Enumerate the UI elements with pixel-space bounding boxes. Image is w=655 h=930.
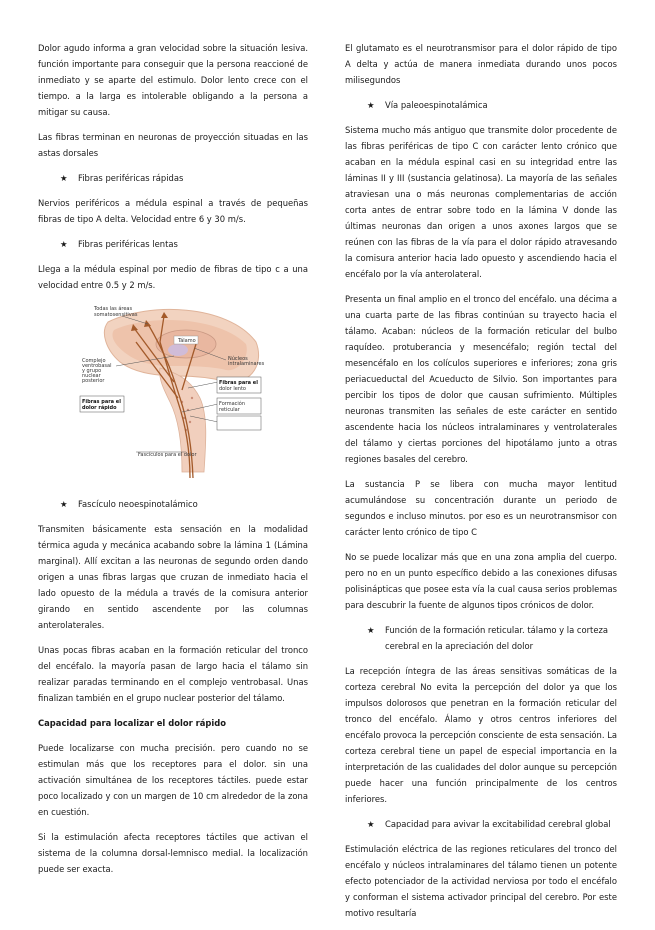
pain-pathway-figure — [78, 302, 268, 482]
paragraph: Transmiten básicamente esta sensación en la modalidad térmica aguda y mecánica acabando sobre la lámina 1 (Lámina marginal). Allí excitan a las neuronas de segundo orden dando origen a unas fibras largas que cruzan de inmediato hacia el lado opuesto de la médula a través de la comisura anterior girando en sentido ascendente por las columnas anterolaterales. — [38, 524, 308, 630]
figure-label: dolor rápido — [82, 405, 117, 411]
figure-label: dolor lento — [219, 386, 246, 392]
brain-diagram — [78, 302, 268, 482]
paragraph: El glutamato es el neurotransmisor para el dolor rápido de tipo A delta y actúa de manera inmediata durando unos pocos milisegundos — [345, 43, 617, 85]
figure-label: Fibras para el — [82, 399, 121, 405]
section-heading: Capacidad para localizar el dolor rápido — [38, 718, 227, 728]
figure-label: reticular — [219, 407, 240, 413]
figure-label: intralaminares — [228, 361, 265, 367]
paragraph: La recepción íntegra de las áreas sensitivas somáticas de la corteza cerebral No evita la percepción del dolor ya que los impulsos dolorosos que penetran en la formación reticular del tronco del encéfalo. Álamo y otros centros inferiores del encéfalo provoca la percepción consciente de esta sensación. La corteza cerebral tiene un papel de especial importancia en la interpretación de las cualidades del dolor aunque su percepción puede hacer una función principalmente de los centros inferiores. — [345, 666, 617, 804]
bullet-item — [38, 496, 308, 512]
paragraph: Si la estimulación afecta receptores táctiles que activan el sistema de la columna dorsal-lemnisco medial. la localización puede ser exacta. — [38, 832, 308, 874]
right-column — [345, 40, 617, 930]
bullet-text: Fibras periféricas lentas — [78, 239, 178, 249]
bullet-text: Función de la formación reticular. tálamo y la corteza cerebral en la apreciación del dolor — [385, 625, 609, 651]
star-bullet-icon: ★ — [367, 625, 375, 635]
bullet-item — [38, 236, 308, 252]
paragraph: Nervios periféricos a médula espinal a través de pequeñas fibras de tipo A delta. Velocidad entre 6 y 30 m/s. — [38, 198, 308, 224]
figure-label: posterior — [82, 378, 105, 384]
bullet-text: Capacidad para avivar la excitabilidad cerebral global — [385, 819, 611, 829]
paragraph: La sustancia P se libera con mucha mayor lentitud acumulándose su concentración durante un periodo de segundos e incluso minutos. por eso es un neurotransmisor con carácter lento crónico de tipo C — [345, 479, 617, 537]
figure-label: Fibras para el — [219, 380, 258, 386]
paragraph: Presenta un final amplio en el tronco del encéfalo. una décima a una cuarta parte de las fibras continúan su trayecto hacia el tálamo. Acaban: núcleos de la formación reticular del bulbo raquídeo. protuberancia y mesencéfalo; región tectal del mesencéfalo en los colículos superiores e inferiores; zona gris periacueductal del Acueducto de Silvio. Son importantes para percibir los tipos de dolor que causan sufrimiento. Múltiples neuronas transmiten las señales de este carácter en sentido ascendente hacia los núcleos intralaminares y ventrolaterales del tálamo y ciertas porciones del hipotálamo junto a otras regiones basales del cerebro. — [345, 294, 617, 464]
figure-label: somatosensitivas — [94, 312, 138, 318]
paragraph: Las fibras terminan en neuronas de proyección situadas en las astas dorsales — [38, 132, 308, 158]
figure-label: Complejo — [82, 358, 106, 364]
figure-label: y grupo — [82, 368, 102, 374]
paragraph: Dolor agudo informa a gran velocidad sobre la situación lesiva. función importante para conseguir que la persona reaccioné de inmediato y se aparte del estimulo. Dolor lento crece con el tiempo. a la larga es intolerable obligando a la persona a mitigar su causa. — [38, 43, 308, 117]
star-bullet-icon: ★ — [367, 819, 375, 829]
bullet-item — [345, 816, 617, 832]
paragraph: Sistema mucho más antiguo que transmite dolor procedente de las fibras periféricas de tipo C con carácter lento crónico que acaban en la médula espinal casi en su integridad entre las láminas II y III (sustancia gelatinosa). La mayoría de las señales atraviesan una o más neuronas complementarias de acción corta antes de entrar sobre todo en la lámina V donde las últimas neuronas dan origen a unos axones largos que se reúnen con las fibras de la vía para el dolor rápido atravesando la comisura anterior hacia lado opuesto y ascendiendo hacia el encéfalo por la vía anterolateral. — [345, 125, 617, 279]
star-bullet-icon: ★ — [60, 499, 68, 509]
left-column — [38, 40, 308, 886]
paragraph: Llega a la médula espinal por medio de fibras de tipo c a una velocidad entre 0.5 y 2 m/s. — [38, 264, 308, 290]
bullet-text: Fibras periféricas rápidas — [78, 173, 184, 183]
figure-label: ventrobasal — [82, 363, 112, 369]
paragraph: Estimulación eléctrica de las regiones reticulares del tronco del encéfalo y núcleos intralaminares del tálamo tienen un potente efecto potenciador de la actividad nerviosa por todo el encéfalo y conforman el sistema activador principal del cerebro. Por este motivo resultaría — [345, 844, 617, 918]
figure-label: Tálamo — [178, 338, 196, 344]
star-bullet-icon: ★ — [367, 100, 375, 110]
figure-label: Todas las áreas — [94, 306, 133, 312]
bullet-item — [345, 97, 617, 113]
bullet-text: Vía paleoespinotalámica — [385, 100, 488, 110]
bullet-item — [38, 170, 308, 186]
figure-label: nuclear — [82, 373, 101, 379]
bullet-text: Fascículo neoespinotalámico — [78, 499, 198, 509]
figure-label: Núcleos — [228, 356, 248, 362]
star-bullet-icon: ★ — [60, 239, 68, 249]
paragraph: Unas pocas fibras acaban en la formación reticular del tronco del encéfalo. la mayoría pasan de largo hacia el tálamo sin realizar paradas terminando en el complejo ventrobasal. Unas finalizan también en el grupo nuclear posterior del tálamo. — [38, 645, 308, 703]
paragraph: Puede localizarse con mucha precisión. pero cuando no se estimulan más que los receptores para el dolor. sin una activación simultánea de los receptores táctiles. puede estar poco localizado y con un margen de 10 cm alrededor de la zona en cuestión. — [38, 743, 308, 817]
paragraph: No se puede localizar más que en una zona amplia del cuerpo. pero no en un punto específico debido a las conexiones difusas polisinápticas que posee esta vía la cual causa serios problemas para descubrir la fuente de algunos tipos crónicos de dolor. — [345, 552, 617, 610]
figure-label: Formación — [219, 401, 246, 407]
figure-label: Fascículos para el dolor — [138, 452, 197, 458]
star-bullet-icon: ★ — [60, 173, 68, 183]
bullet-item — [345, 622, 617, 654]
